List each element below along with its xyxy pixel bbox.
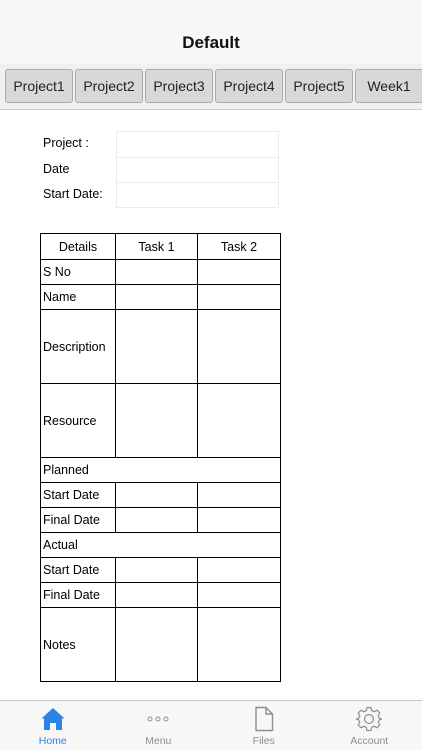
header-task-2: Task 2 — [198, 234, 281, 260]
header-task-1: Task 1 — [116, 234, 198, 260]
project-row — [40, 131, 280, 157]
tabbar-account[interactable] — [317, 701, 422, 750]
start-date-row — [40, 182, 280, 208]
table-row — [41, 310, 281, 384]
tab-project4[interactable]: Project4 — [215, 69, 283, 103]
row-label-resource: Resource — [41, 384, 116, 458]
tab-project2[interactable]: Project2 — [75, 69, 143, 103]
row-label-planned-start-date: Start Date — [41, 483, 116, 508]
row-label-actual-final-date: Final Date — [41, 583, 116, 608]
project-info-form — [40, 131, 280, 208]
section-label-actual: Actual — [41, 533, 281, 558]
cell-task2-description[interactable] — [198, 310, 281, 384]
cell-task1-planned-final[interactable] — [116, 508, 198, 533]
row-label-name: Name — [41, 285, 116, 310]
more-dots-icon — [106, 705, 212, 733]
cell-task2-name[interactable] — [198, 285, 281, 310]
cell-task1-planned-start[interactable] — [116, 483, 198, 508]
date-field[interactable] — [116, 157, 279, 183]
project-label: Project : — [43, 136, 89, 150]
file-icon — [211, 705, 317, 733]
cell-task1-actual-start[interactable] — [116, 558, 198, 583]
cell-task1-name[interactable] — [116, 285, 198, 310]
cell-task2-planned-start[interactable] — [198, 483, 281, 508]
cell-task1-notes[interactable] — [116, 608, 198, 682]
cell-task1-s-no[interactable] — [116, 260, 198, 285]
row-label-actual-start-date: Start Date — [41, 558, 116, 583]
date-label: Date — [43, 161, 70, 176]
cell-task2-notes[interactable] — [198, 608, 281, 682]
task-details-table — [40, 233, 281, 682]
cell-task1-resource[interactable] — [116, 384, 198, 458]
cell-task2-planned-final[interactable] — [198, 508, 281, 533]
cell-task2-resource[interactable] — [198, 384, 281, 458]
project-field[interactable] — [116, 131, 279, 157]
cell-task1-description[interactable] — [116, 310, 198, 384]
table-row — [41, 508, 281, 533]
tabbar-menu-label: Menu — [145, 735, 172, 747]
start-date-field[interactable] — [116, 182, 279, 208]
tabbar-menu[interactable] — [106, 701, 212, 750]
table-row — [41, 558, 281, 583]
table-header-row — [41, 234, 281, 260]
tab-week1[interactable]: Week1 — [355, 69, 422, 103]
tabbar-files[interactable] — [211, 701, 317, 750]
tab-project3[interactable]: Project3 — [145, 69, 213, 103]
bottom-tab-bar — [0, 700, 422, 750]
tabbar-home-label: Home — [38, 735, 67, 747]
table-row — [41, 533, 281, 558]
tabbar-files-label: Files — [252, 735, 275, 747]
navigation-bar — [0, 0, 422, 64]
cell-task2-actual-start[interactable] — [198, 558, 281, 583]
table-row — [41, 608, 281, 682]
tabbar-account-label: Account — [350, 735, 389, 747]
row-label-description: Description — [41, 310, 116, 384]
cell-task2-s-no[interactable] — [198, 260, 281, 285]
tab-project5[interactable]: Project5 — [285, 69, 353, 103]
table-row — [41, 483, 281, 508]
start-date-label: Start Date: — [43, 187, 103, 201]
date-row — [40, 157, 280, 183]
table-row — [41, 583, 281, 608]
row-label-planned-final-date: Final Date — [41, 508, 116, 533]
home-icon — [0, 705, 106, 733]
cell-task1-actual-final[interactable] — [116, 583, 198, 608]
tab-project1[interactable]: Project1 — [5, 69, 73, 103]
table-row — [41, 260, 281, 285]
page-title: Default — [182, 33, 240, 52]
table-row — [41, 285, 281, 310]
row-label-notes: Notes — [41, 608, 116, 682]
gear-icon — [317, 705, 422, 733]
row-label-s-no: S No — [41, 260, 116, 285]
table-row — [41, 384, 281, 458]
project-tabs-bar — [0, 64, 422, 110]
cell-task2-actual-final[interactable] — [198, 583, 281, 608]
table-row — [41, 458, 281, 483]
header-details: Details — [41, 234, 116, 260]
section-label-planned: Planned — [41, 458, 281, 483]
tabbar-home[interactable] — [0, 701, 106, 750]
project-tabs — [5, 69, 422, 103]
